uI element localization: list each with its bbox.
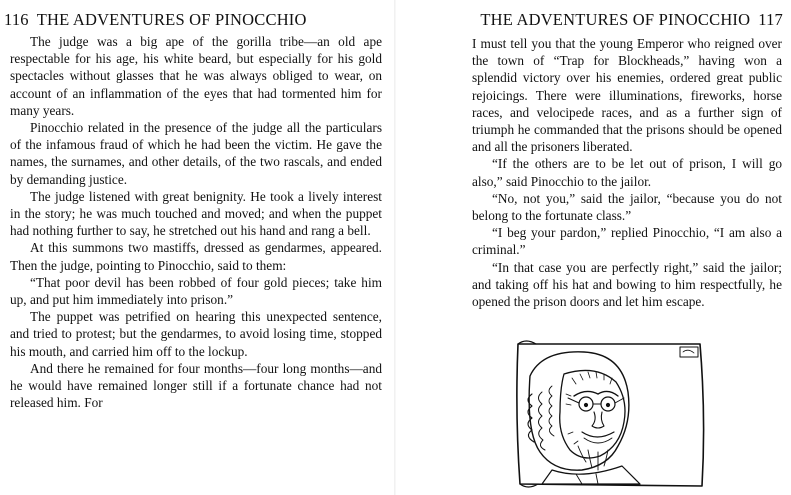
right-page bbox=[396, 0, 791, 495]
judge-ape-illustration bbox=[512, 334, 712, 490]
paragraph: At this summons two mastiffs, dressed as gendarmes, appeared. Then the judge, pointing to Pinocchio, said to them: bbox=[10, 240, 382, 273]
paragraph: I must tell you that the young Emperor who reigned over the town of “Trap for Blockheads,” having won a splendid victory over his enemies, ordered great public rejoicings. There were illuminations, fireworks, horse races, and velocipede races, and as a further sign of triumph he commanded that the prisons should be opened and all the prisoners liberated. bbox=[472, 36, 782, 155]
paragraph: The judge listened with great benignity. He took a lively interest in the story; he was much touched and moved; and when the puppet had nothing further to say, he stretched out his hand and rang a bell. bbox=[10, 188, 382, 239]
right-page-number: 117 bbox=[758, 10, 783, 29]
left-page-number: 116 bbox=[4, 10, 29, 29]
paragraph: “No, not you,” said the jailor, “because you do not belong to the fortunate class.” bbox=[472, 190, 782, 224]
paragraph: The judge was a big ape of the gorilla tribe—an old ape respectable for his age, his white beard, but especially for his gold spectacles without glasses that he was always obliged to wear, on account of an inflammation of the eyes that had tormented him for many years. bbox=[10, 34, 382, 118]
left-page bbox=[0, 0, 395, 495]
paragraph: And there he remained for four months—four long months—and he would have remained longer still if a fortunate chance had not released him. For bbox=[10, 360, 382, 411]
paragraph: “In that case you are perfectly right,” said the jailor; and taking off his hat and bowing to him respectfully, he opened the prison doors and let him escape. bbox=[472, 259, 782, 310]
left-page-header bbox=[4, 10, 390, 30]
paragraph: “If the others are to be let out of prison, I will go also,” said Pinocchio to the jailor. bbox=[472, 156, 782, 189]
paragraph: “That poor devil has been robbed of four gold pieces; take him up, and put him immediately into prison.” bbox=[10, 274, 382, 308]
right-page-text bbox=[472, 35, 782, 310]
paragraph: The puppet was petrified on hearing this unexpected sentence, and tried to protest; but the gendarmes, to avoid losing time, stopped his mouth, and carried him off to the lockup. bbox=[10, 309, 382, 359]
paragraph: “I beg your pardon,” replied Pinocchio, “I am also a criminal.” bbox=[472, 225, 782, 258]
left-running-title: THE ADVENTURES OF PINOCCHIO bbox=[36, 10, 307, 29]
right-running-title: THE ADVENTURES OF PINOCCHIO bbox=[480, 10, 751, 29]
right-page-header bbox=[480, 10, 783, 30]
left-page-text bbox=[10, 33, 382, 411]
paragraph: Pinocchio related in the presence of the judge all the particulars of the infamous fraud of which he had been the victim. He gave the names, the surnames, and other details, of the two rascals, and ended by demanding justice. bbox=[10, 120, 382, 187]
